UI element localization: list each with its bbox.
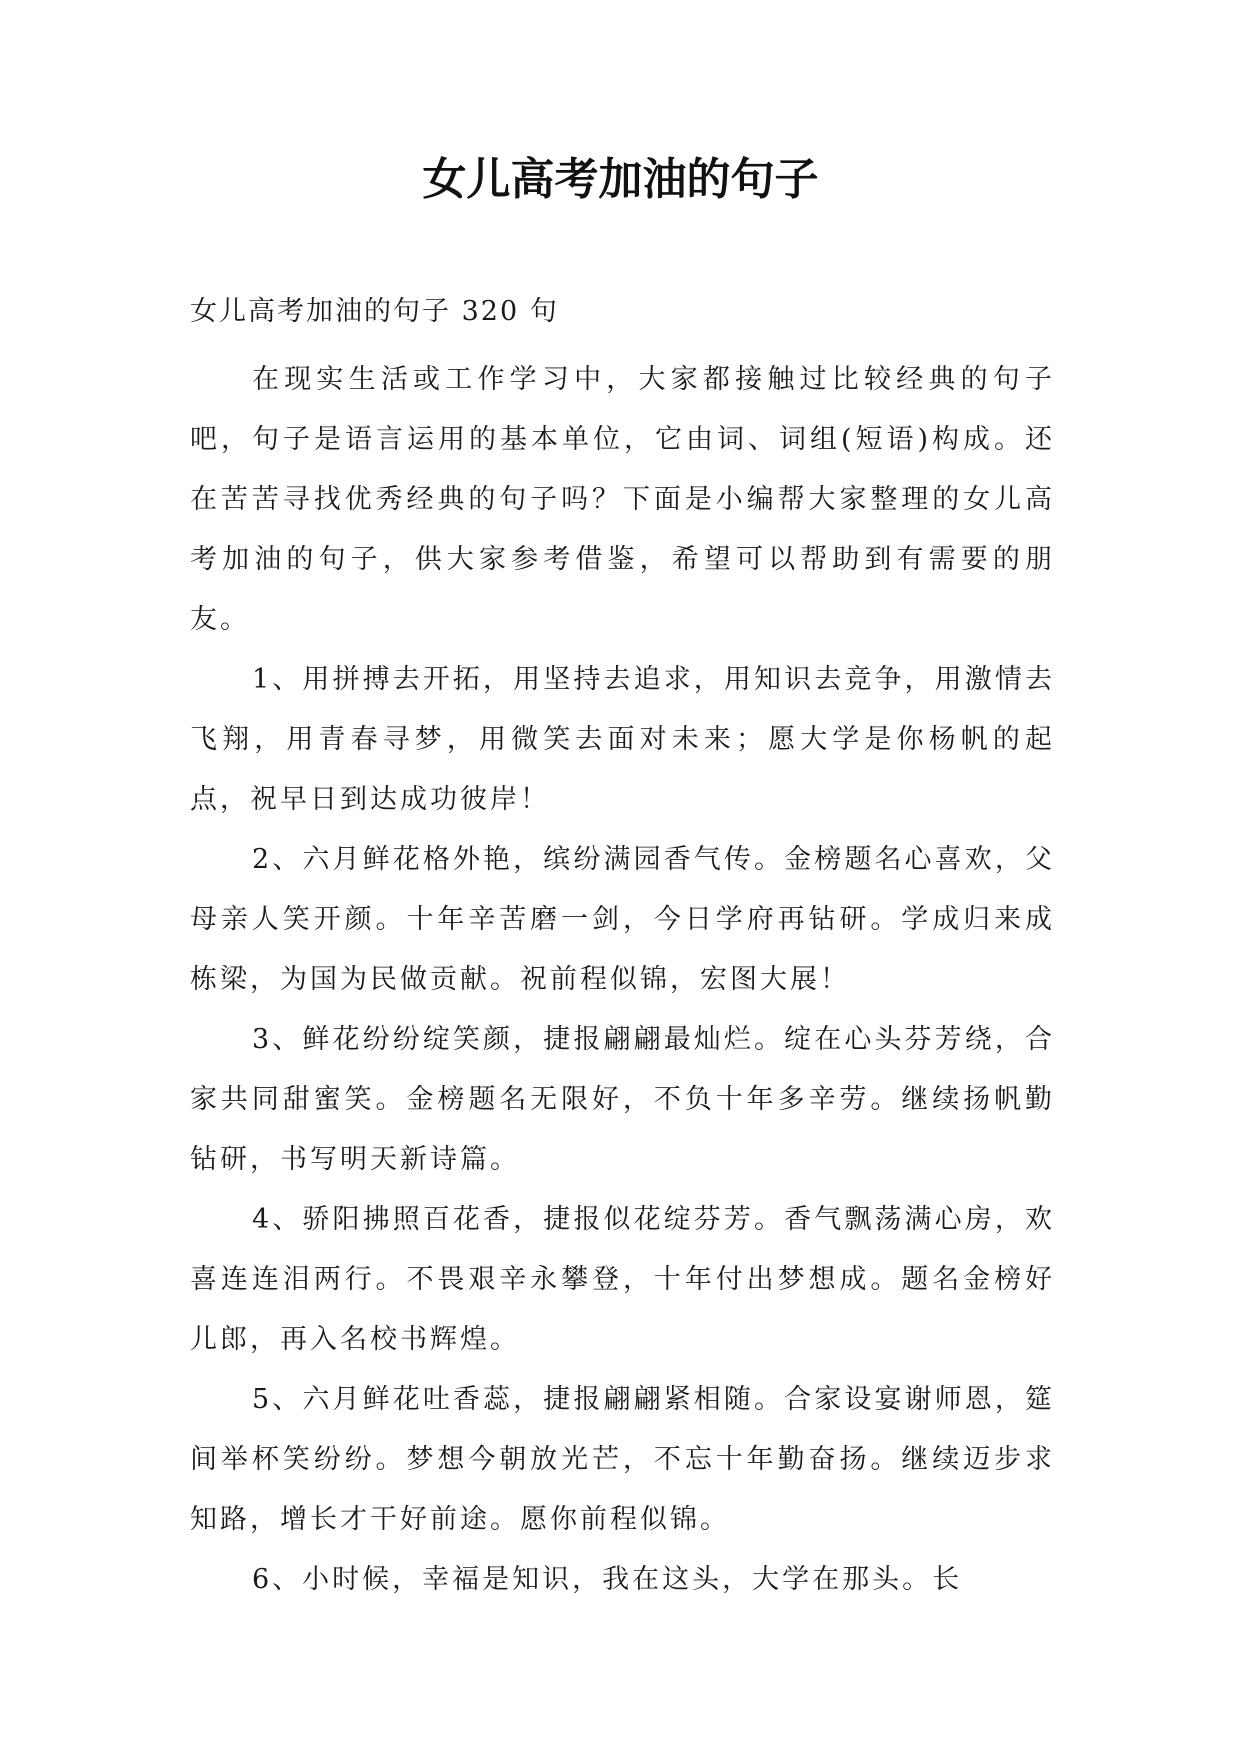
quote-paragraph-1: 1、用拼搏去开拓，用坚持去追求，用知识去竞争，用激情去飞翔，用青春寻梦，用微笑去面对未来；愿大学是你杨帆的起点，祝早日到达成功彼岸！: [190, 664, 1055, 815]
document-title: 女儿高考加油的句子: [422, 154, 819, 205]
quote-paragraph-2: 2、六月鲜花格外艳，缤纷满园香气传。金榜题名心喜欢，父母亲人笑开颜。十年辛苦磨一剑，今日学府再钻研。学成归来成栋梁，为国为民做贡献。祝前程似锦，宏图大展！: [190, 844, 1055, 995]
intro-paragraph: 在现实生活或工作学习中，大家都接触过比较经典的句子吧，句子是语言运用的基本单位，它由词、词组(短语)构成。还在苦苦寻找优秀经典的句子吗？下面是小编帮大家整理的女儿高考加油的句子，供大家参考借鉴，希望可以帮助到有需要的朋友。: [190, 364, 1055, 635]
document-body: [190, 350, 1055, 1610]
document-subtitle: 女儿高考加油的句子 320 句: [190, 296, 559, 327]
quote-paragraph-6: 6、小时候，幸福是知识，我在这头，大学在那头。长: [252, 1564, 963, 1595]
quote-paragraph-5: 5、六月鲜花吐香蕊，捷报翩翩紧相随。合家设宴谢师恩，筵间举杯笑纷纷。梦想今朝放光芒，不忘十年勤奋扬。继续迈步求知路，增长才干好前途。愿你前程似锦。: [190, 1384, 1055, 1535]
quote-paragraph-3: 3、鲜花纷纷绽笑颜，捷报翩翩最灿烂。绽在心头芬芳绕，合家共同甜蜜笑。金榜题名无限好，不负十年多辛劳。继续扬帆勤钻研，书写明天新诗篇。: [190, 1024, 1055, 1175]
quote-paragraph-4: 4、骄阳拂照百花香，捷报似花绽芬芳。香气飘荡满心房，欢喜连连泪两行。不畏艰辛永攀登，十年付出梦想成。题名金榜好儿郎，再入名校书辉煌。: [190, 1204, 1055, 1355]
